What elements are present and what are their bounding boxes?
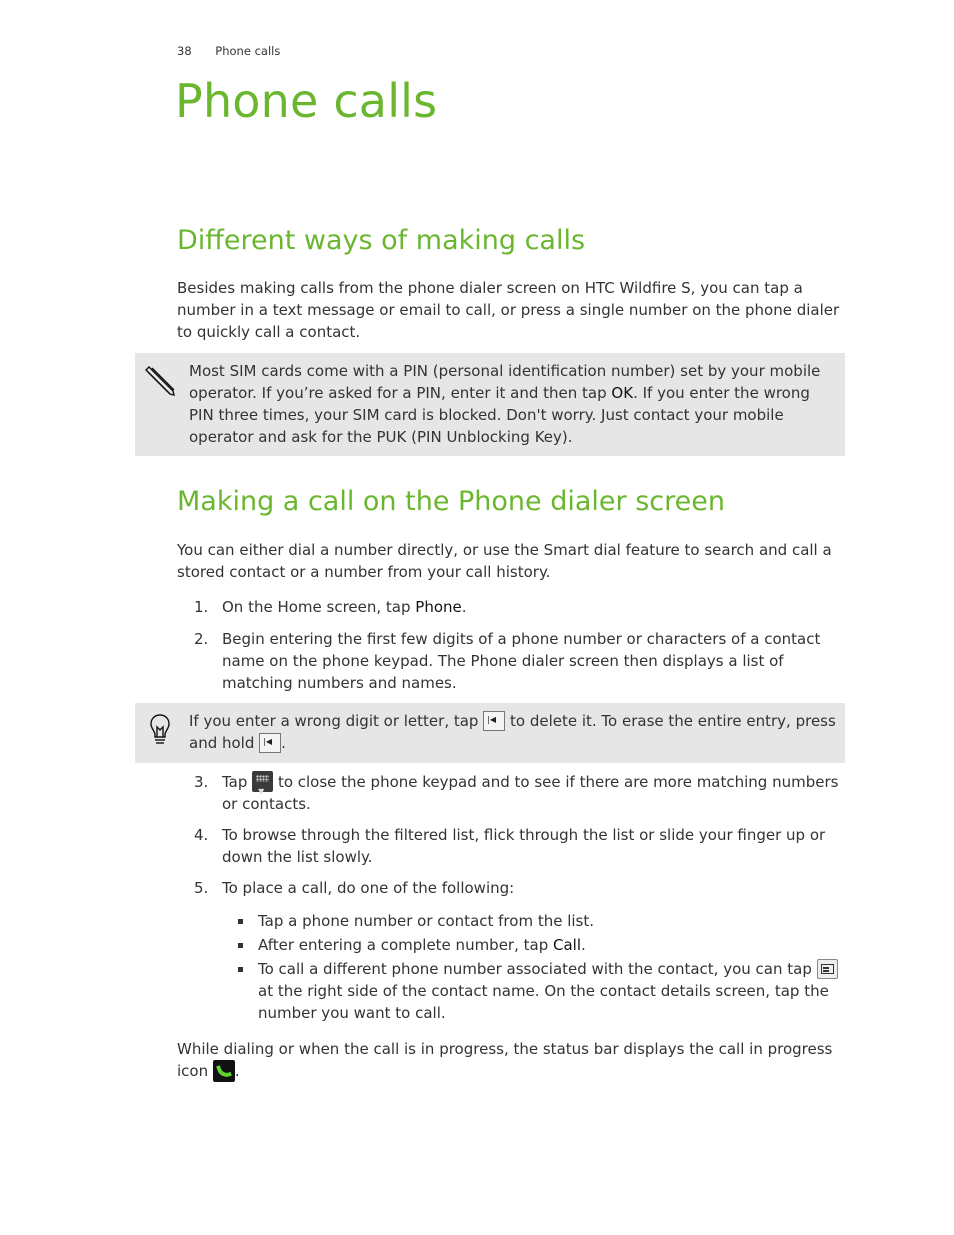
tip-text-part2: to delete it. To erase the entire entry, press and hold (189, 712, 836, 752)
page-header (177, 44, 280, 58)
step-text-end: . (461, 598, 467, 616)
tip-text-part3: . (281, 734, 286, 752)
note-text-part2: . If you enter the wrong PIN three times, your SIM card is blocked. Don't worry. Just contact your mobile operator and ask for the PUK (PIN Unblocking Key). (189, 384, 810, 446)
intro-paragraph: Besides making calls from the phone dialer screen on HTC Wildfire S, you can tap a number in a text message or email to call, or press a single number on the phone dialer to quickly call a contact. (177, 279, 840, 341)
step-text-end: to close the phone keypad and to see if there are more matching numbers or contacts. (222, 773, 839, 813)
step-text: To browse through the filtered list, flick through the list or slide your finger up or down the list slowly. (222, 826, 826, 866)
step-text: Begin entering the first few digits of a phone number or characters of a contact name on the phone keypad. The Phone dialer screen then displays a list of matching numbers and names. (222, 630, 821, 692)
bullet-marker (238, 967, 243, 972)
bullet-marker (238, 919, 243, 924)
step-2 (177, 628, 847, 694)
section-heading-ways: Different ways of making calls (177, 225, 586, 256)
step-4 (177, 824, 847, 868)
call-label: Call (553, 936, 582, 954)
bullet-item (236, 958, 846, 1024)
tip-text-part1: If you enter a wrong digit or letter, tap (189, 712, 484, 730)
section-heading-dialer: Making a call on the Phone dialer screen (177, 486, 725, 517)
contact-details-icon (817, 959, 838, 979)
step-text: Tap (222, 773, 253, 791)
note-text-part1: Most SIM cards come with a PIN (personal identification number) set by your mobile operator. If you’re asked for a PIN, enter it and then tap (189, 362, 821, 402)
step-5 (177, 877, 847, 899)
note-text (189, 360, 839, 448)
step-number: 1. (194, 598, 209, 616)
bullet-text-end: . (581, 936, 586, 954)
step-3 (177, 771, 847, 815)
step-1 (177, 596, 847, 618)
step-number: 5. (194, 879, 209, 897)
tip-box (135, 703, 845, 763)
closing-text: While dialing or when the call is in progress, the status bar displays the call in progress icon (177, 1040, 833, 1080)
closing-paragraph (177, 1038, 847, 1082)
note-box (135, 353, 845, 456)
lightbulb-icon (149, 713, 171, 747)
keypad-close-icon (252, 771, 273, 792)
section2-intro: You can either dial a number directly, or use the Smart dial feature to search and call a stored contact or a number from your call history. (177, 541, 832, 581)
bullet-text-end: at the right side of the contact name. On the contact details screen, tap the number you want to call. (258, 982, 829, 1022)
step-text: To place a call, do one of the following: (222, 879, 515, 897)
step-number: 2. (194, 630, 209, 648)
chapter-title: Phone calls (175, 74, 438, 128)
ok-label: OK (611, 384, 634, 402)
step-number: 4. (194, 826, 209, 844)
call-in-progress-icon (213, 1060, 235, 1082)
closing-text-end: . (234, 1062, 240, 1080)
phone-label: Phone (415, 598, 462, 616)
bullet-item (236, 910, 846, 932)
pencil-icon (143, 363, 177, 397)
step-text: On the Home screen, tap (222, 598, 416, 616)
bullet-text: To call a different phone number associated with the contact, you can tap (258, 960, 817, 978)
backspace-delete-icon (483, 711, 505, 731)
step-number: 3. (194, 773, 209, 791)
bullet-marker (238, 943, 243, 948)
bullet-text: Tap a phone number or contact from the list. (258, 912, 595, 930)
tip-text (189, 710, 839, 754)
backspace-delete-icon (259, 733, 281, 753)
page-number: 38 (177, 44, 192, 58)
running-section-title: Phone calls (215, 44, 281, 58)
bullet-item (236, 934, 846, 956)
bullet-text: After entering a complete number, tap (258, 936, 553, 954)
